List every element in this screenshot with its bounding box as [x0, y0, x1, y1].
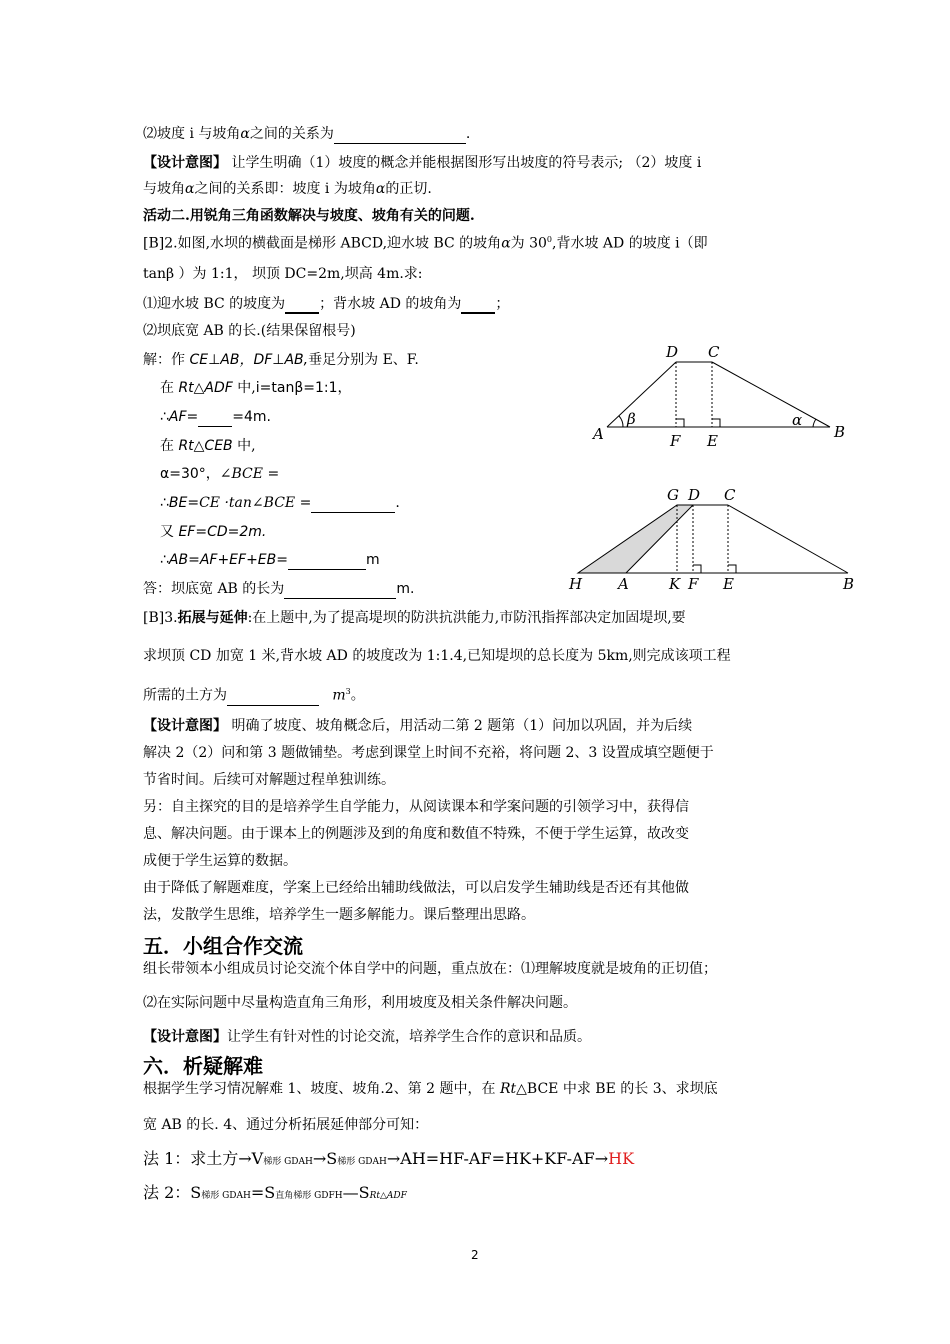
angle-blank[interactable] [461, 298, 495, 314]
label-d: D [666, 343, 679, 361]
section-5-title: 五．小组合作交流 [143, 934, 303, 958]
question-2-part1: ⑴迎水坡 BC 的坡度为 ；背水坡 AD 的坡角为 ； [143, 296, 510, 312]
design-intent-2-l8: 法，发散学生思维，培养学生一题多解能力。课后整理出思路。 [143, 907, 535, 923]
solution-line6: ∴BE=CE ·tan∠BCE = . [160, 495, 400, 511]
ab-blank[interactable] [288, 555, 366, 570]
label-k: K [669, 575, 681, 593]
label-alpha: α [792, 411, 803, 429]
question-2-part2: ⑵坝底宽 AB 的长.(结果保留根号) [143, 323, 356, 339]
section-5-l2: ⑵在实际问题中尽量构造直角三角形，利用坡度及相关条件解决问题。 [143, 995, 577, 1011]
design-intent-2-l6: 成便于学生运算的数据。 [143, 853, 297, 869]
design-intent-2-l3: 节省时间。后续可对解题过程单独训练。 [143, 772, 395, 788]
angle-arc-beta [619, 416, 623, 427]
page-number: 2 [471, 1248, 479, 1262]
side-cb [712, 362, 830, 427]
design-intent-1-cont: 与坡角α之间的关系即：坡度 i 为坡角α的正切. [143, 181, 432, 197]
label-b: B [843, 575, 855, 593]
trapezoid-figure-2 [565, 485, 860, 595]
label-f: F [670, 432, 681, 450]
method-1: 法 1：求土方→V梯形 GDAH→S梯形 GDAH→AH=HF-AF=HK+KF-AF→HK [143, 1149, 635, 1168]
side-cb [728, 505, 848, 573]
label-e: E [723, 575, 734, 593]
design-intent-2-l7: 由于降低了解题难度，学案上已经给出辅助线做法，可以启发学生辅助线是否还有其他做 [143, 880, 689, 896]
section-6-l2: 宽 AB 的长. 4、通过分析拓展延伸部分可知： [143, 1117, 429, 1133]
solution-line2: 在 Rt△ADF 中,i=tanβ=1:1， [160, 380, 352, 396]
design-intent-1: 【设计意图】 让学生明确（1）坡度的概念并能根据图形写出坡度的符号表示; （2）坡度 i [143, 155, 702, 171]
question-3-line3: 所需的土方为 $m^3$。 [143, 687, 365, 704]
right-angle-e [728, 565, 736, 573]
earthwork-blank[interactable] [227, 691, 319, 706]
question-3-line1: [B]3.拓展与延伸:在上题中,为了提高堤坝的防洪抗洪能力,市防汛指挥部决定加固堤坝,要 [143, 610, 686, 626]
design-intent-2-l2: 解决 2（2）问和第 3 题做铺垫。考虑到课堂上时间不充裕，将问题 2、3 设置成填空题便于 [143, 745, 714, 761]
be-blank[interactable] [311, 498, 395, 513]
section-6-title: 六．析疑解难 [143, 1054, 263, 1078]
label-beta: β [627, 410, 636, 428]
activity-2-title: 活动二.用锐角三角函数解决与坡度、坡角有关的问题. [143, 208, 475, 224]
question-3-line2: 求坝顶 CD 加宽 1 米,背水坡 AD 的坡度改为 1:1.4,已知堤坝的总长度为 5km,则完成该项工程 [143, 648, 731, 664]
right-angle-f [676, 419, 684, 427]
solution-line1: 解：作 CE⊥AB，DF⊥AB,垂足分别为 E、F. [143, 352, 419, 368]
label-g: G [667, 486, 679, 504]
answer-blank[interactable] [334, 127, 466, 144]
design-intent-2-l5: 息、解决问题。由于课本上的例题涉及到的角度和数值不特殊，不便于学生运算，故改变 [143, 826, 689, 842]
solution-line5: α=30°，∠BCE = [160, 466, 280, 482]
answer-ab-blank[interactable] [284, 584, 396, 599]
label-b: B [834, 423, 846, 441]
solution-answer: 答：坝底宽 AB 的长为 m. [143, 581, 415, 597]
angle-arc-alpha [813, 419, 816, 427]
added-earth-region [578, 505, 693, 573]
label-e: E [707, 432, 718, 450]
section-5-l1: 组长带领本小组成员讨论交流个体自学中的问题，重点放在：⑴理解坡度就是坡角的正切值； [143, 961, 717, 977]
question-2-line1: [B]2.如图,水坝的横截面是梯形 ABCD,迎水坡 BC 的坡角α为 $30^0$,背水坡 AD 的坡度 i（即 [143, 235, 708, 252]
label-a: A [593, 425, 604, 443]
label-a: A [618, 575, 629, 593]
section-6-l1: 根据学生学习情况解难 1、坡度、坡角.2、第 2 题中，在 Rt△BCE 中求 BE 的长 3、求坝底 [143, 1081, 718, 1097]
af-blank[interactable] [198, 412, 232, 427]
solution-line3: ∴AF= =4m. [160, 409, 272, 425]
design-intent-2-l4: 另：自主探究的目的是培养学生自学能力，从阅读课本和学案问题的引领学习中，获得信 [143, 799, 689, 815]
right-angle-f [693, 565, 701, 573]
method-2: 法 2：S梯形 GDAH=S直角梯形 GDFH—SRt△ADF [143, 1183, 407, 1202]
solution-line8: ∴AB=AF+EF+EB= m [160, 552, 380, 568]
question-2-line2: tanβ ）为 1:1， 坝顶 DC=2m,坝高 4m.求: [143, 266, 423, 282]
side-ad [607, 362, 676, 427]
label-f: F [688, 575, 699, 593]
section-5-intent: 【设计意图】让学生有针对性的讨论交流，培养学生合作的意识和品质。 [143, 1029, 591, 1045]
label-c: C [708, 343, 720, 361]
solution-line4: 在 Rt△CEB 中, [160, 438, 256, 454]
solution-line7: 又 EF=CD=2m. [160, 524, 267, 540]
label-h: H [569, 575, 583, 593]
design-intent-2: 【设计意图】 明确了坡度、坡角概念后，用活动二第 2 题第（1）问加以巩固，并为后续 [143, 718, 693, 734]
slope-blank[interactable] [285, 298, 319, 314]
trapezoid-figure-1 [585, 340, 855, 455]
right-angle-e [712, 419, 720, 427]
label-d: D [688, 486, 701, 504]
line-slope-relation: ⑵坡度 i 与坡角α之间的关系为 . [143, 126, 471, 142]
label-c: C [724, 486, 736, 504]
